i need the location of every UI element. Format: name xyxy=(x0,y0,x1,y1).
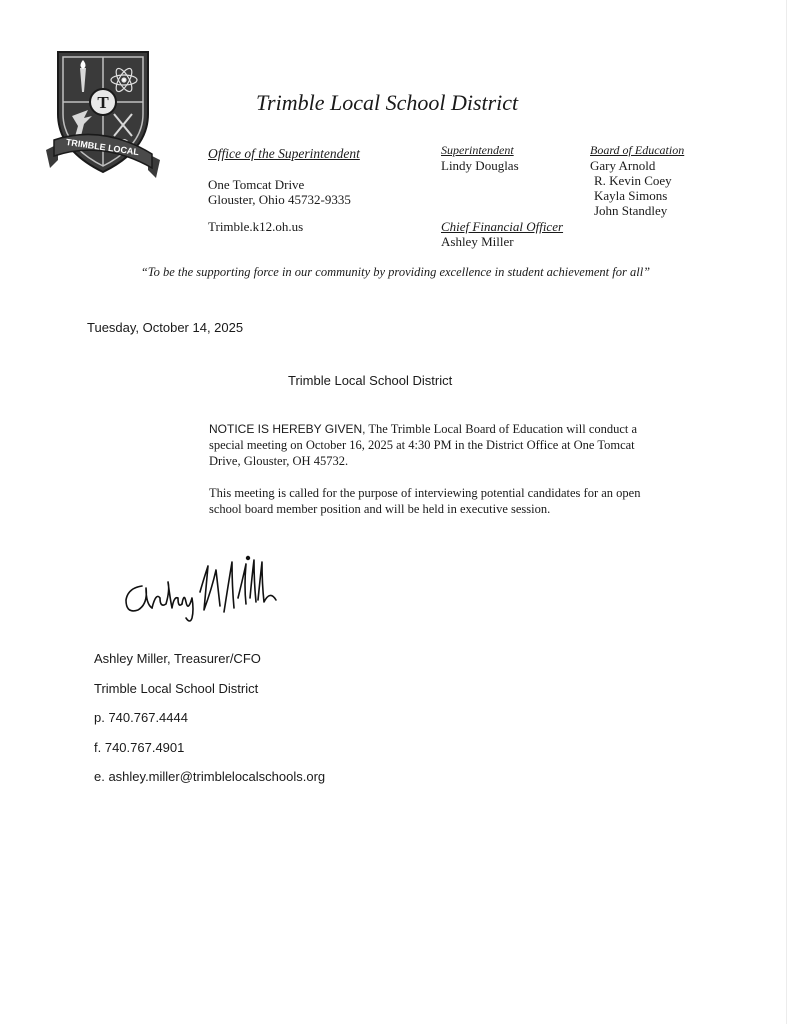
letter-title: Trimble Local School District xyxy=(288,373,453,388)
crest-letter: T xyxy=(97,93,109,112)
office-address-line2: Glouster, Ohio 45732-9335 xyxy=(208,192,351,207)
board-member: Gary Arnold xyxy=(590,158,656,173)
district-motto: “To be the supporting force in our community by providing excellence in student achievement for all” xyxy=(140,265,651,279)
notice-lead: NOTICE IS HEREBY GIVEN, xyxy=(209,422,366,436)
signer-phone: p. 740.767.4444 xyxy=(94,710,188,725)
signer-email: e. ashley.miller@trimblelocalschools.org xyxy=(94,769,326,784)
notice-body: The Trimble Local Board of Education will conduct a special meeting on October 16, 2025 at 4:30 PM in the District Office at One Tomcat Drive, Glouster, OH 45732. xyxy=(209,422,638,468)
office-heading: Office of the Superintendent xyxy=(208,146,360,161)
superintendent-name: Lindy Douglas xyxy=(441,158,519,173)
board-heading: Board of Education xyxy=(590,143,685,157)
board-member: John Standley xyxy=(594,203,668,218)
office-website: Trimble.k12.oh.us xyxy=(208,219,304,234)
handwritten-signature xyxy=(120,552,300,624)
district-crest-logo xyxy=(44,44,162,184)
purpose-paragraph: This meeting is called for the purpose of interviewing potential candidates for an open school board member position and will be held in executive session. xyxy=(209,486,641,516)
office-address-line1: One Tomcat Drive xyxy=(208,177,305,192)
board-member: Kayla Simons xyxy=(594,188,668,203)
cfo-heading: Chief Financial Officer xyxy=(441,219,564,234)
superintendent-heading: Superintendent xyxy=(441,143,514,157)
letter-date: Tuesday, October 14, 2025 xyxy=(87,320,244,335)
board-member: R. Kevin Coey xyxy=(594,173,672,188)
board-member-list xyxy=(590,158,672,218)
scan-edge-divider xyxy=(786,0,787,1024)
cfo-name: Ashley Miller xyxy=(441,234,514,249)
notice-paragraph xyxy=(209,421,669,469)
crest-ribbon-text: TRIMBLE LOCAL xyxy=(65,136,140,158)
district-title: Trimble Local School District xyxy=(256,90,519,115)
signer-organization: Trimble Local School District xyxy=(94,681,259,696)
signer-name-title: Ashley Miller, Treasurer/CFO xyxy=(94,651,261,666)
signer-fax: f. 740.767.4901 xyxy=(94,740,185,755)
